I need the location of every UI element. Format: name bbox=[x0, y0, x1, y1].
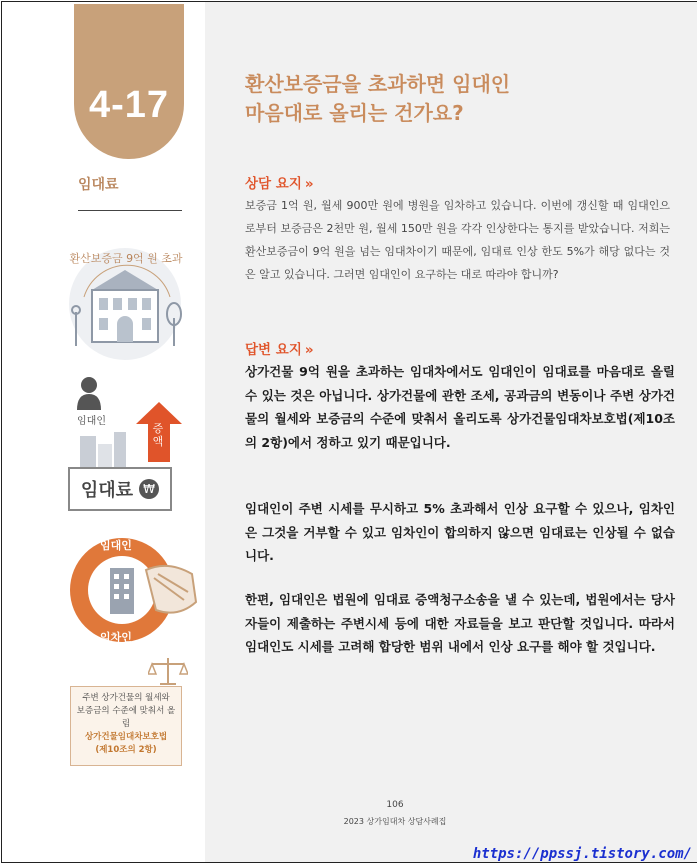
page-number: 106 bbox=[386, 800, 404, 810]
answer-paragraph-3: 한편, 임대인은 법원에 임대료 증액청구소송을 낼 수 있는데, 법원에서는 당사자들이 제출하는 주변시세 등에 대한 자료들을 보고 판단할 것입니다. 따라서 임대인도 시세를 고려해 합당한 범위 내에서 인상 요구를 해야 할 것입니다. bbox=[245, 592, 675, 654]
answer-heading bbox=[245, 338, 314, 358]
chevron-right-icon: » bbox=[304, 176, 314, 192]
scales-icon bbox=[148, 656, 188, 686]
book-title: 2023 상가임대차 상담사례집 bbox=[343, 817, 447, 826]
answer-paragraph-2: 임대인이 주변 시세를 무시하고 5% 초과해서 인상 요구할 수 있으나, 임차인은 그것을 거부할 수 있고 임차인이 합의하지 않으면 임대료는 인상될 수 없습니다. bbox=[245, 501, 675, 563]
question-text: 보증금 1억 원, 월세 900만 원에 병원을 임차하고 있습니다. 이번에 갱신할 때 임대인으로부터 보증금은 2천만 원, 월세 150만 원을 각각 인상한다는 통지를 받았습니다. 저희는 환산보증금이 9억 원을 넘는 임대차이기 때문에, 임대료 인상 한도 5%가 해당 없다는 것은 알고 있습니다. 그러면 임대인이 요구하는 대로 따라야 합니까? bbox=[245, 199, 670, 281]
page-title bbox=[245, 70, 675, 128]
donut-top-label: 임대인 bbox=[100, 539, 132, 552]
title-line-1: 환산보증금을 초과하면 임대인 bbox=[245, 72, 511, 96]
note-line1: 주변 상가건물의 월세와 bbox=[82, 693, 170, 703]
increase-label: 증액 bbox=[152, 422, 164, 448]
divider bbox=[78, 210, 182, 211]
person-label: 임대인 bbox=[77, 416, 106, 427]
law-note bbox=[70, 686, 182, 766]
donut-bottom-label: 임차인 bbox=[100, 631, 132, 644]
chapter-tab bbox=[74, 4, 184, 159]
note-law-ref: (제10조의 2항) bbox=[95, 745, 157, 755]
rent-label: 임대료 bbox=[80, 480, 134, 501]
chapter-number: 4-17 bbox=[88, 84, 170, 126]
watermark: https://ppssj.tistory.com/ bbox=[472, 846, 692, 862]
sidebar bbox=[2, 2, 205, 862]
person-icon bbox=[76, 376, 102, 410]
note-law: 상가건물임대차보호법 bbox=[84, 732, 168, 742]
category-label: 임대료 bbox=[78, 177, 119, 193]
buildings-icon bbox=[78, 432, 128, 468]
question-heading-text: 상담 요지 bbox=[245, 176, 302, 192]
title-line-2: 마음대로 올리는 건가요? bbox=[245, 101, 464, 125]
chevron-right-icon: » bbox=[304, 342, 314, 358]
ill1-label: 환산보증금 9억 원 초과 bbox=[69, 252, 183, 265]
answer-paragraph-1: 상가건물 9억 원을 초과하는 임대차에서도 임대인이 임대료를 마음대로 올릴 수 있는 것은 아닙니다. 상가건물에 관한 조세, 공과금의 변동이나 주변 상가건물의 월세와 보증금의 수준에 맞춰서 올리도록 상가건물임대차보호법(제10조의 2항)에서 정하고 있기 때문입니다. bbox=[245, 364, 675, 450]
won-icon: ₩ bbox=[139, 479, 159, 499]
handshake-illustration bbox=[68, 530, 198, 650]
main-content bbox=[205, 2, 697, 862]
question-heading bbox=[245, 172, 314, 192]
rent-box bbox=[68, 467, 172, 511]
note-line2: 보증금의 수준에 맞춰서 올림 bbox=[76, 706, 176, 729]
answer-heading-text: 답변 요지 bbox=[245, 342, 302, 358]
